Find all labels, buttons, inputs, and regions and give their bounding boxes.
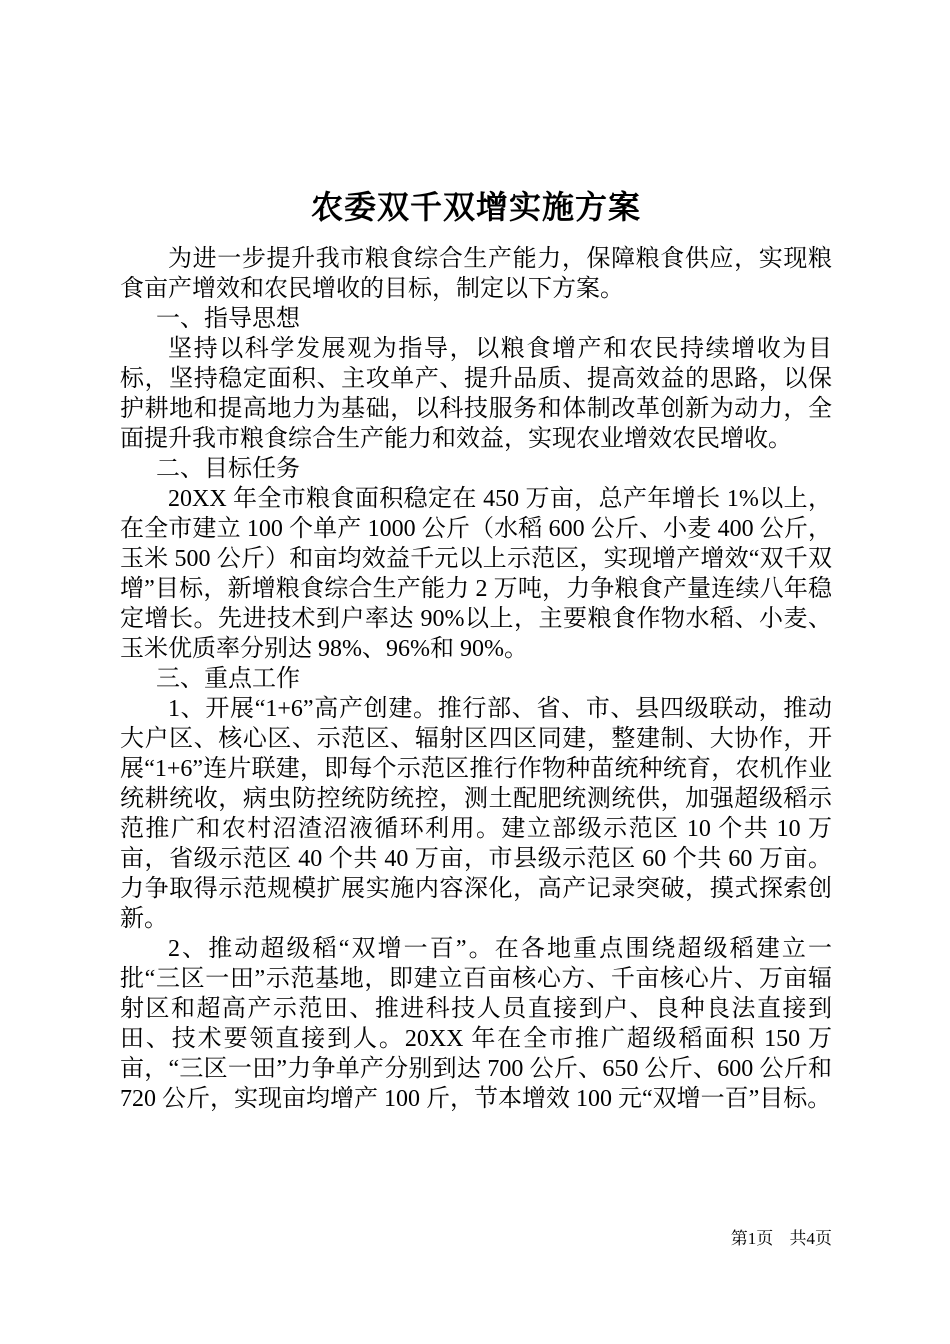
document-title: 农委双千双增实施方案: [310, 189, 641, 225]
footer-page-number: 第1页: [730, 1229, 774, 1248]
section-heading-guiding-ideology: 一、指导思想: [156, 306, 300, 332]
intro-paragraph: 为进一步提升我市粮食综合生产能力，保障粮食供应，实现粮食亩产增效和农民增收的目标，制定以下方案。: [120, 246, 832, 302]
section-heading-key-work: 三、重点工作: [156, 666, 300, 692]
key-work-item-2: 2、推动超级稻“双增一百”。在各地重点围绕超级稻建立一批“三区一田”示范基地，即建立百亩核心方、千亩核心片、万亩辐射区和超高产示范田、推进科技人员直接到户、良种良法直接到田、技术要领直接到人。20XX 年在全市推广超级稻面积 150 万亩，“三区一田”力争单产分别到达 700 公斤、650 公斤、600 公斤和 720 公斤，实现亩均增产 100 斤，节本增效 100 元“双增一百”目标。: [120, 936, 832, 1112]
page-footer: [731, 1224, 832, 1249]
section-heading-target-tasks: 二、目标任务: [156, 456, 300, 482]
footer-page-total: 共4页: [789, 1229, 832, 1248]
section-body-target-tasks: 20XX 年全市粮食面积稳定在 450 万亩，总产年增长 1%以上，在全市建立 100 个单产 1000 公斤（水稻 600 公斤、小麦 400 公斤，玉米 500 公斤）和亩均效益千元以上示范区，实现增产增效“双千双增”目标，新增粮食综合生产能力 2 万吨，力争粮食产量连续八年稳定增长。先进技术到户率达 90%以上，主要粮食作物水稻、小麦、玉米优质率分别达 98%、96%和 90%。: [120, 486, 832, 662]
section-body-guiding-ideology: 坚持以科学发展观为指导，以粮食增产和农民持续增收为目标，坚持稳定面积、主攻单产、提升品质、提高效益的思路，以保护耕地和提高地力为基础，以科技服务和体制改革创新为动力，全面提升我市粮食综合生产能力和效益，实现农业增效农民增收。: [120, 336, 832, 452]
key-work-item-1: 1、开展“1+6”高产创建。推行部、省、市、县四级联动，推动大户区、核心区、示范区、辐射区四区同建，整建制、大协作，开展“1+6”连片联建，即每个示范区推行作物种苗统种统育，农机作业统耕统收，病虫防控统防统控，测土配肥统测统供，加强超级稻示范推广和农村沼渣沼液循环利用。建立部级示范区 10 个共 10 万亩，省级示范区 40 个共 40 万亩，市县级示范区 60 个共 60 万亩。力争取得示范规模扩展实施内容深化，高产记录突破，摸式探索创新。: [120, 696, 832, 932]
